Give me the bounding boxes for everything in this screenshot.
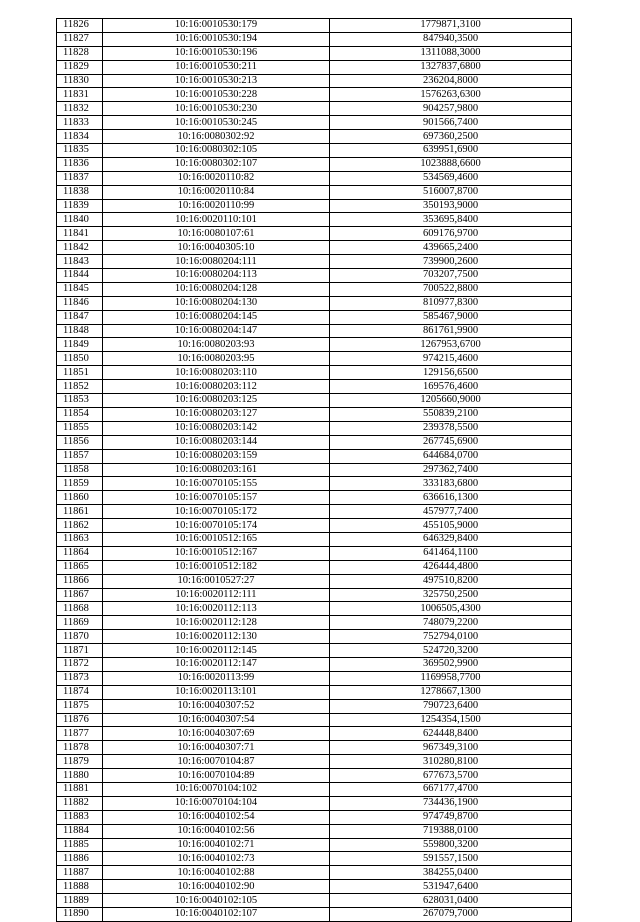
row-number-cell: 11878 bbox=[57, 741, 103, 755]
cadastral-number-cell: 10:16:0010530:179 bbox=[103, 19, 330, 33]
row-number-cell: 11868 bbox=[57, 602, 103, 616]
value-cell: 847940,3500 bbox=[330, 32, 572, 46]
cadastral-number-cell: 10:16:0080203:144 bbox=[103, 435, 330, 449]
row-number-cell: 11837 bbox=[57, 171, 103, 185]
table-row bbox=[57, 505, 572, 519]
value-cell: 609176,9700 bbox=[330, 227, 572, 241]
cadastral-number-cell: 10:16:0080204:111 bbox=[103, 255, 330, 269]
table-row bbox=[57, 241, 572, 255]
row-number-cell: 11842 bbox=[57, 241, 103, 255]
cadastral-number-cell: 10:16:0020112:130 bbox=[103, 630, 330, 644]
cadastral-number-cell: 10:16:0070105:174 bbox=[103, 519, 330, 533]
value-cell: 810977,8300 bbox=[330, 296, 572, 310]
table-row bbox=[57, 741, 572, 755]
cadastral-number-cell: 10:16:0020112:147 bbox=[103, 657, 330, 671]
value-cell: 1278667,1300 bbox=[330, 685, 572, 699]
row-number-cell: 11831 bbox=[57, 88, 103, 102]
table-row bbox=[57, 685, 572, 699]
cadastral-number-cell: 10:16:0040102:107 bbox=[103, 908, 330, 922]
table-row bbox=[57, 269, 572, 283]
row-number-cell: 11865 bbox=[57, 560, 103, 574]
row-number-cell: 11828 bbox=[57, 46, 103, 60]
cadastral-number-cell: 10:16:0040307:71 bbox=[103, 741, 330, 755]
cadastral-number-cell: 10:16:0020113:101 bbox=[103, 685, 330, 699]
table-row bbox=[57, 532, 572, 546]
row-number-cell: 11886 bbox=[57, 852, 103, 866]
value-cell: 497510,8200 bbox=[330, 574, 572, 588]
table-row bbox=[57, 491, 572, 505]
cadastral-number-cell: 10:16:0080203:159 bbox=[103, 449, 330, 463]
table-row bbox=[57, 366, 572, 380]
value-cell: 639951,6900 bbox=[330, 144, 572, 158]
value-cell: 967349,3100 bbox=[330, 741, 572, 755]
row-number-cell: 11848 bbox=[57, 324, 103, 338]
row-number-cell: 11882 bbox=[57, 796, 103, 810]
cadastral-number-cell: 10:16:0080302:107 bbox=[103, 157, 330, 171]
row-number-cell: 11859 bbox=[57, 477, 103, 491]
cadastral-number-cell: 10:16:0040102:73 bbox=[103, 852, 330, 866]
value-cell: 904257,9800 bbox=[330, 102, 572, 116]
table-row bbox=[57, 713, 572, 727]
value-cell: 550839,2100 bbox=[330, 407, 572, 421]
row-number-cell: 11832 bbox=[57, 102, 103, 116]
row-number-cell: 11826 bbox=[57, 19, 103, 33]
value-cell: 524720,3200 bbox=[330, 644, 572, 658]
value-cell: 734436,1900 bbox=[330, 796, 572, 810]
table-row bbox=[57, 19, 572, 33]
cadastral-number-cell: 10:16:0020110:82 bbox=[103, 171, 330, 185]
cadastral-number-cell: 10:16:0040102:54 bbox=[103, 810, 330, 824]
value-cell: 457977,7400 bbox=[330, 505, 572, 519]
row-number-cell: 11872 bbox=[57, 657, 103, 671]
cadastral-number-cell: 10:16:0010512:182 bbox=[103, 560, 330, 574]
cadastral-number-cell: 10:16:0080204:128 bbox=[103, 282, 330, 296]
cadastral-number-cell: 10:16:0020112:111 bbox=[103, 588, 330, 602]
value-cell: 426444,4800 bbox=[330, 560, 572, 574]
value-cell: 267079,7000 bbox=[330, 908, 572, 922]
table-row bbox=[57, 616, 572, 630]
value-cell: 703207,7500 bbox=[330, 269, 572, 283]
value-cell: 455105,9000 bbox=[330, 519, 572, 533]
table-row bbox=[57, 338, 572, 352]
cadastral-number-cell: 10:16:0080203:93 bbox=[103, 338, 330, 352]
table-row bbox=[57, 519, 572, 533]
row-number-cell: 11854 bbox=[57, 407, 103, 421]
row-number-cell: 11844 bbox=[57, 269, 103, 283]
cadastral-number-cell: 10:16:0020112:145 bbox=[103, 644, 330, 658]
row-number-cell: 11885 bbox=[57, 838, 103, 852]
table-row bbox=[57, 588, 572, 602]
cadastral-number-cell: 10:16:0040307:69 bbox=[103, 727, 330, 741]
row-number-cell: 11853 bbox=[57, 394, 103, 408]
table-row bbox=[57, 310, 572, 324]
table-row bbox=[57, 769, 572, 783]
table-row bbox=[57, 199, 572, 213]
cadastral-number-cell: 10:16:0040307:54 bbox=[103, 713, 330, 727]
table-row bbox=[57, 157, 572, 171]
value-cell: 739900,2600 bbox=[330, 255, 572, 269]
value-cell: 1267953,6700 bbox=[330, 338, 572, 352]
row-number-cell: 11852 bbox=[57, 380, 103, 394]
table-row bbox=[57, 46, 572, 60]
row-number-cell: 11838 bbox=[57, 185, 103, 199]
row-number-cell: 11857 bbox=[57, 449, 103, 463]
row-number-cell: 11834 bbox=[57, 130, 103, 144]
row-number-cell: 11860 bbox=[57, 491, 103, 505]
cadastral-number-cell: 10:16:0010530:194 bbox=[103, 32, 330, 46]
row-number-cell: 11877 bbox=[57, 727, 103, 741]
table-row bbox=[57, 838, 572, 852]
cadastral-number-cell: 10:16:0080107:61 bbox=[103, 227, 330, 241]
table-row bbox=[57, 908, 572, 922]
table-row bbox=[57, 130, 572, 144]
value-cell: 239378,5500 bbox=[330, 421, 572, 435]
value-cell: 861761,9900 bbox=[330, 324, 572, 338]
cadastral-number-cell: 10:16:0080203:142 bbox=[103, 421, 330, 435]
value-cell: 439665,2400 bbox=[330, 241, 572, 255]
value-cell: 697360,2500 bbox=[330, 130, 572, 144]
value-cell: 559800,3200 bbox=[330, 838, 572, 852]
row-number-cell: 11830 bbox=[57, 74, 103, 88]
table-row bbox=[57, 824, 572, 838]
cadastral-number-cell: 10:16:0080203:110 bbox=[103, 366, 330, 380]
cadastral-number-cell: 10:16:0020110:99 bbox=[103, 199, 330, 213]
table-row bbox=[57, 102, 572, 116]
cadastral-number-cell: 10:16:0040102:88 bbox=[103, 866, 330, 880]
cadastral-number-cell: 10:16:0080204:147 bbox=[103, 324, 330, 338]
cadastral-number-cell: 10:16:0020112:128 bbox=[103, 616, 330, 630]
cadastral-number-cell: 10:16:0080302:105 bbox=[103, 144, 330, 158]
row-number-cell: 11849 bbox=[57, 338, 103, 352]
cadastral-number-cell: 10:16:0070105:157 bbox=[103, 491, 330, 505]
row-number-cell: 11850 bbox=[57, 352, 103, 366]
row-number-cell: 11847 bbox=[57, 310, 103, 324]
value-cell: 129156,6500 bbox=[330, 366, 572, 380]
row-number-cell: 11887 bbox=[57, 866, 103, 880]
value-cell: 1779871,3100 bbox=[330, 19, 572, 33]
value-cell: 1023888,6600 bbox=[330, 157, 572, 171]
table-row bbox=[57, 810, 572, 824]
table-row bbox=[57, 380, 572, 394]
cadastral-number-cell: 10:16:0010530:245 bbox=[103, 116, 330, 130]
table-row bbox=[57, 796, 572, 810]
value-cell: 974749,8700 bbox=[330, 810, 572, 824]
row-number-cell: 11855 bbox=[57, 421, 103, 435]
table-row bbox=[57, 657, 572, 671]
value-cell: 236204,8000 bbox=[330, 74, 572, 88]
value-cell: 1169958,7700 bbox=[330, 671, 572, 685]
table-row bbox=[57, 699, 572, 713]
row-number-cell: 11841 bbox=[57, 227, 103, 241]
value-cell: 591557,1500 bbox=[330, 852, 572, 866]
cadastral-number-cell: 10:16:0070104:87 bbox=[103, 755, 330, 769]
value-cell: 267745,6900 bbox=[330, 435, 572, 449]
value-cell: 901566,7400 bbox=[330, 116, 572, 130]
row-number-cell: 11856 bbox=[57, 435, 103, 449]
row-number-cell: 11867 bbox=[57, 588, 103, 602]
value-cell: 790723,6400 bbox=[330, 699, 572, 713]
row-number-cell: 11846 bbox=[57, 296, 103, 310]
table-row bbox=[57, 782, 572, 796]
cadastral-number-cell: 10:16:0010530:230 bbox=[103, 102, 330, 116]
value-cell: 636616,1300 bbox=[330, 491, 572, 505]
row-number-cell: 11836 bbox=[57, 157, 103, 171]
cadastral-number-cell: 10:16:0080203:125 bbox=[103, 394, 330, 408]
value-cell: 353695,8400 bbox=[330, 213, 572, 227]
value-cell: 641464,1100 bbox=[330, 546, 572, 560]
cadastral-number-cell: 10:16:0010530:228 bbox=[103, 88, 330, 102]
cadastral-number-cell: 10:16:0080204:145 bbox=[103, 310, 330, 324]
cadastral-number-cell: 10:16:0010530:211 bbox=[103, 60, 330, 74]
table-row bbox=[57, 88, 572, 102]
row-number-cell: 11889 bbox=[57, 894, 103, 908]
table-row bbox=[57, 74, 572, 88]
table-row bbox=[57, 560, 572, 574]
table-row bbox=[57, 727, 572, 741]
cadastral-number-cell: 10:16:0070104:104 bbox=[103, 796, 330, 810]
table-row bbox=[57, 894, 572, 908]
cadastral-number-cell: 10:16:0010527:27 bbox=[103, 574, 330, 588]
value-cell: 748079,2200 bbox=[330, 616, 572, 630]
table-row bbox=[57, 116, 572, 130]
table-row bbox=[57, 407, 572, 421]
row-number-cell: 11840 bbox=[57, 213, 103, 227]
table-row bbox=[57, 282, 572, 296]
value-cell: 624448,8400 bbox=[330, 727, 572, 741]
table-row bbox=[57, 171, 572, 185]
row-number-cell: 11879 bbox=[57, 755, 103, 769]
value-cell: 297362,7400 bbox=[330, 463, 572, 477]
row-number-cell: 11833 bbox=[57, 116, 103, 130]
cadastral-number-cell: 10:16:0080204:113 bbox=[103, 269, 330, 283]
cadastral-number-cell: 10:16:0040102:105 bbox=[103, 894, 330, 908]
cadastral-number-cell: 10:16:0040307:52 bbox=[103, 699, 330, 713]
row-number-cell: 11871 bbox=[57, 644, 103, 658]
value-cell: 1576263,6300 bbox=[330, 88, 572, 102]
table-row bbox=[57, 574, 572, 588]
cadastral-number-cell: 10:16:0020110:101 bbox=[103, 213, 330, 227]
cadastral-number-cell: 10:16:0010530:196 bbox=[103, 46, 330, 60]
table-row bbox=[57, 755, 572, 769]
cadastral-number-cell: 10:16:0040305:10 bbox=[103, 241, 330, 255]
value-cell: 369502,9900 bbox=[330, 657, 572, 671]
table-row bbox=[57, 435, 572, 449]
value-cell: 644684,0700 bbox=[330, 449, 572, 463]
cadastral-number-cell: 10:16:0080302:92 bbox=[103, 130, 330, 144]
table-row bbox=[57, 421, 572, 435]
value-cell: 534569,4600 bbox=[330, 171, 572, 185]
value-cell: 585467,9000 bbox=[330, 310, 572, 324]
row-number-cell: 11863 bbox=[57, 532, 103, 546]
value-cell: 1006505,4300 bbox=[330, 602, 572, 616]
table-row bbox=[57, 324, 572, 338]
table-row bbox=[57, 449, 572, 463]
table-row bbox=[57, 602, 572, 616]
value-cell: 974215,4600 bbox=[330, 352, 572, 366]
value-cell: 700522,8800 bbox=[330, 282, 572, 296]
row-number-cell: 11835 bbox=[57, 144, 103, 158]
value-cell: 1327837,6800 bbox=[330, 60, 572, 74]
row-number-cell: 11880 bbox=[57, 769, 103, 783]
table-row bbox=[57, 880, 572, 894]
value-cell: 310280,8100 bbox=[330, 755, 572, 769]
table-row bbox=[57, 32, 572, 46]
table-row bbox=[57, 296, 572, 310]
cadastral-number-cell: 10:16:0020110:84 bbox=[103, 185, 330, 199]
cadastral-number-cell: 10:16:0010512:165 bbox=[103, 532, 330, 546]
cadastral-number-cell: 10:16:0070104:102 bbox=[103, 782, 330, 796]
data-table bbox=[56, 18, 572, 922]
row-number-cell: 11890 bbox=[57, 908, 103, 922]
value-cell: 169576,4600 bbox=[330, 380, 572, 394]
row-number-cell: 11870 bbox=[57, 630, 103, 644]
table-row bbox=[57, 352, 572, 366]
cadastral-number-cell: 10:16:0070105:155 bbox=[103, 477, 330, 491]
table-row bbox=[57, 463, 572, 477]
document-page bbox=[56, 18, 571, 922]
row-number-cell: 11888 bbox=[57, 880, 103, 894]
cadastral-number-cell: 10:16:0040102:90 bbox=[103, 880, 330, 894]
row-number-cell: 11858 bbox=[57, 463, 103, 477]
value-cell: 1311088,3000 bbox=[330, 46, 572, 60]
cadastral-number-cell: 10:16:0010530:213 bbox=[103, 74, 330, 88]
value-cell: 1254354,1500 bbox=[330, 713, 572, 727]
row-number-cell: 11862 bbox=[57, 519, 103, 533]
row-number-cell: 11845 bbox=[57, 282, 103, 296]
row-number-cell: 11843 bbox=[57, 255, 103, 269]
value-cell: 531947,6400 bbox=[330, 880, 572, 894]
value-cell: 719388,0100 bbox=[330, 824, 572, 838]
table-row bbox=[57, 185, 572, 199]
value-cell: 667177,4700 bbox=[330, 782, 572, 796]
cadastral-number-cell: 10:16:0020113:99 bbox=[103, 671, 330, 685]
row-number-cell: 11883 bbox=[57, 810, 103, 824]
value-cell: 350193,9000 bbox=[330, 199, 572, 213]
cadastral-number-cell: 10:16:0070104:89 bbox=[103, 769, 330, 783]
row-number-cell: 11839 bbox=[57, 199, 103, 213]
row-number-cell: 11873 bbox=[57, 671, 103, 685]
row-number-cell: 11851 bbox=[57, 366, 103, 380]
row-number-cell: 11866 bbox=[57, 574, 103, 588]
table-row bbox=[57, 630, 572, 644]
cadastral-number-cell: 10:16:0040102:56 bbox=[103, 824, 330, 838]
value-cell: 384255,0400 bbox=[330, 866, 572, 880]
value-cell: 628031,0400 bbox=[330, 894, 572, 908]
row-number-cell: 11864 bbox=[57, 546, 103, 560]
row-number-cell: 11874 bbox=[57, 685, 103, 699]
table-row bbox=[57, 546, 572, 560]
row-number-cell: 11827 bbox=[57, 32, 103, 46]
table-row bbox=[57, 477, 572, 491]
cadastral-number-cell: 10:16:0080203:161 bbox=[103, 463, 330, 477]
row-number-cell: 11876 bbox=[57, 713, 103, 727]
cadastral-number-cell: 10:16:0080203:95 bbox=[103, 352, 330, 366]
cadastral-number-cell: 10:16:0080203:127 bbox=[103, 407, 330, 421]
value-cell: 516007,8700 bbox=[330, 185, 572, 199]
value-cell: 1205660,9000 bbox=[330, 394, 572, 408]
cadastral-number-cell: 10:16:0070105:172 bbox=[103, 505, 330, 519]
table-row bbox=[57, 671, 572, 685]
table-row bbox=[57, 60, 572, 74]
value-cell: 677673,5700 bbox=[330, 769, 572, 783]
row-number-cell: 11829 bbox=[57, 60, 103, 74]
table-body bbox=[57, 19, 572, 922]
table-row bbox=[57, 852, 572, 866]
table-row bbox=[57, 255, 572, 269]
row-number-cell: 11875 bbox=[57, 699, 103, 713]
value-cell: 325750,2500 bbox=[330, 588, 572, 602]
table-row bbox=[57, 144, 572, 158]
value-cell: 333183,6800 bbox=[330, 477, 572, 491]
cadastral-number-cell: 10:16:0040102:71 bbox=[103, 838, 330, 852]
row-number-cell: 11884 bbox=[57, 824, 103, 838]
table-row bbox=[57, 394, 572, 408]
table-row bbox=[57, 227, 572, 241]
value-cell: 646329,8400 bbox=[330, 532, 572, 546]
row-number-cell: 11881 bbox=[57, 782, 103, 796]
table-row bbox=[57, 213, 572, 227]
cadastral-number-cell: 10:16:0080204:130 bbox=[103, 296, 330, 310]
cadastral-number-cell: 10:16:0020112:113 bbox=[103, 602, 330, 616]
row-number-cell: 11861 bbox=[57, 505, 103, 519]
cadastral-number-cell: 10:16:0080203:112 bbox=[103, 380, 330, 394]
cadastral-number-cell: 10:16:0010512:167 bbox=[103, 546, 330, 560]
row-number-cell: 11869 bbox=[57, 616, 103, 630]
table-row bbox=[57, 644, 572, 658]
table-row bbox=[57, 866, 572, 880]
value-cell: 752794,0100 bbox=[330, 630, 572, 644]
